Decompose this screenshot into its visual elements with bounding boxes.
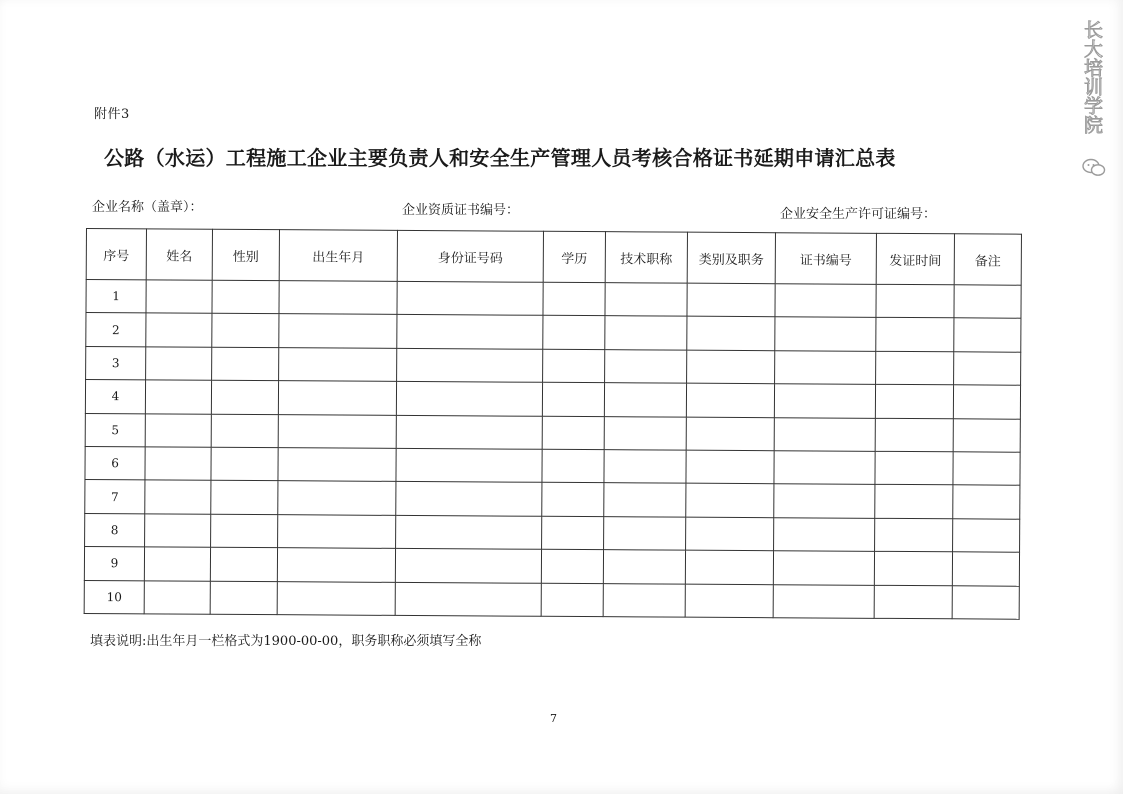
cell-birth-date[interactable] [278, 414, 396, 448]
summary-table [84, 228, 1022, 620]
cell-technical-title[interactable] [604, 383, 686, 417]
cell-gender[interactable] [210, 547, 277, 581]
table-row [85, 513, 1020, 552]
cell-issue-date[interactable] [875, 384, 953, 418]
table-row [85, 446, 1020, 485]
row-number: 1 [86, 280, 146, 314]
row-number: 7 [85, 480, 145, 514]
cell-category-position[interactable] [687, 350, 775, 384]
header-technical-title: 技术职称 [605, 232, 687, 283]
table-header-row [86, 229, 1021, 286]
page-number: 7 [550, 712, 557, 725]
cell-issue-date[interactable] [876, 318, 954, 352]
cell-gender[interactable] [211, 514, 278, 548]
cell-education[interactable] [541, 583, 603, 617]
cell-name[interactable] [146, 313, 212, 347]
cell-remarks[interactable] [953, 418, 1020, 452]
cell-category-position[interactable] [686, 484, 774, 518]
cell-category-position[interactable] [686, 417, 774, 451]
header-category-position: 类别及职务 [687, 232, 775, 284]
header-birth-date: 出生年月 [279, 230, 397, 282]
table-row [85, 380, 1020, 419]
header-remarks: 备注 [954, 234, 1021, 285]
row-number: 10 [84, 580, 144, 614]
fill-instructions: 填表说明:出生年月一栏格式为1900-00-00，职务职称必须填写全称 [90, 634, 482, 649]
cell-id-number[interactable] [396, 515, 542, 549]
cell-certificate-no[interactable] [774, 484, 875, 518]
safety-license-field: 企业安全生产许可证编号： [780, 207, 937, 222]
form-title: 公路（水运）工程施工企业主要负责人和安全生产管理人员考核合格证书延期申请汇总表 [104, 146, 896, 170]
cell-certificate-no[interactable] [773, 551, 874, 585]
cell-remarks[interactable] [954, 318, 1021, 352]
cell-gender[interactable] [211, 447, 278, 481]
cell-id-number[interactable] [396, 448, 542, 482]
cell-education[interactable] [542, 483, 604, 517]
cell-id-number[interactable] [397, 348, 543, 382]
table-row [86, 280, 1021, 319]
row-number: 9 [84, 547, 144, 581]
cell-issue-date[interactable] [874, 585, 952, 619]
cell-name[interactable] [146, 347, 212, 381]
cell-birth-date[interactable] [279, 281, 397, 315]
cell-technical-title[interactable] [605, 283, 687, 317]
cell-id-number[interactable] [395, 549, 541, 583]
cell-issue-date[interactable] [875, 451, 953, 485]
cell-technical-title[interactable] [604, 483, 686, 517]
cell-category-position[interactable] [687, 317, 775, 351]
header-certificate-no: 证书编号 [775, 233, 876, 285]
cell-id-number[interactable] [396, 382, 542, 416]
cell-birth-date[interactable] [277, 548, 395, 582]
cell-education[interactable] [542, 416, 604, 450]
cell-id-number[interactable] [396, 415, 542, 449]
header-id-number: 身份证号码 [397, 230, 543, 282]
header-education: 学历 [543, 231, 605, 282]
cell-certificate-no[interactable] [775, 317, 876, 351]
header-issue-date: 发证时间 [876, 233, 954, 284]
header-gender: 性别 [212, 229, 279, 280]
cell-issue-date[interactable] [875, 518, 953, 552]
attachment-label: 附件3 [94, 107, 130, 122]
watermark-text: 长大培训学院 [1081, 20, 1103, 134]
table-body [84, 280, 1021, 620]
cell-gender[interactable] [212, 314, 279, 348]
cell-name[interactable] [145, 480, 211, 514]
cell-remarks[interactable] [953, 385, 1020, 419]
cell-id-number[interactable] [397, 315, 543, 349]
summary-table-wrapper [84, 228, 1021, 620]
cell-birth-date[interactable] [279, 314, 397, 348]
cell-name[interactable] [146, 280, 212, 314]
cell-issue-date[interactable] [876, 284, 954, 318]
cell-birth-date[interactable] [279, 347, 397, 381]
cell-name[interactable] [145, 413, 211, 447]
cell-id-number[interactable] [397, 281, 543, 315]
cell-category-position[interactable] [687, 283, 775, 317]
cell-remarks[interactable] [952, 585, 1019, 619]
table-row [86, 346, 1021, 385]
cell-name[interactable] [145, 514, 211, 548]
cell-certificate-no[interactable] [773, 584, 874, 618]
cell-certificate-no[interactable] [774, 451, 875, 485]
cell-issue-date[interactable] [876, 351, 954, 385]
cell-name[interactable] [144, 580, 210, 614]
cell-issue-date[interactable] [875, 485, 953, 519]
cell-gender[interactable] [211, 481, 278, 515]
row-number: 5 [85, 413, 145, 447]
row-number: 8 [85, 513, 145, 547]
cell-education[interactable] [543, 349, 605, 383]
cell-category-position[interactable] [685, 584, 773, 618]
cell-birth-date[interactable] [278, 481, 396, 515]
row-number: 4 [85, 380, 145, 414]
header-seq: 序号 [86, 229, 146, 280]
cell-education[interactable] [542, 382, 604, 416]
cell-technical-title[interactable] [604, 416, 686, 450]
cell-education[interactable] [542, 449, 604, 483]
cell-category-position[interactable] [686, 450, 774, 484]
cell-name[interactable] [145, 447, 211, 481]
cell-technical-title[interactable] [604, 450, 686, 484]
company-name-field: 企业名称（盖章）： [92, 200, 203, 215]
cell-name[interactable] [144, 547, 210, 581]
watermark [1078, 20, 1112, 180]
cell-birth-date[interactable] [278, 448, 396, 482]
cell-category-position[interactable] [685, 550, 773, 584]
cell-category-position[interactable] [686, 517, 774, 551]
table-row [85, 413, 1020, 452]
wechat-icon [1082, 158, 1106, 182]
cell-remarks[interactable] [952, 552, 1019, 586]
row-number: 6 [85, 446, 145, 480]
cell-gender[interactable] [211, 380, 278, 414]
cell-birth-date[interactable] [278, 514, 396, 548]
cell-technical-title[interactable] [605, 349, 687, 383]
cell-certificate-no[interactable] [774, 517, 875, 551]
cell-certificate-no[interactable] [775, 284, 876, 318]
cell-certificate-no[interactable] [774, 417, 875, 451]
cell-remarks[interactable] [954, 285, 1021, 319]
cell-name[interactable] [145, 380, 211, 414]
cell-issue-date[interactable] [875, 418, 953, 452]
cell-id-number[interactable] [396, 482, 542, 516]
table-row [86, 313, 1021, 352]
cell-education[interactable] [543, 282, 605, 316]
header-name: 姓名 [146, 229, 212, 280]
cell-birth-date[interactable] [278, 381, 396, 415]
cell-gender[interactable] [212, 347, 279, 381]
cell-remarks[interactable] [954, 352, 1021, 386]
cell-issue-date[interactable] [874, 551, 952, 585]
cell-education[interactable] [543, 316, 605, 350]
row-number: 2 [86, 313, 146, 347]
cell-gender[interactable] [212, 280, 279, 314]
cell-technical-title[interactable] [603, 550, 685, 584]
cell-remarks[interactable] [953, 519, 1020, 553]
cell-technical-title[interactable] [603, 583, 685, 617]
cell-certificate-no[interactable] [774, 384, 875, 418]
qualification-cert-field: 企业资质证书编号： [402, 203, 520, 218]
table-row [85, 480, 1020, 519]
row-number: 3 [86, 346, 146, 380]
cell-technical-title[interactable] [605, 316, 687, 350]
cell-gender[interactable] [211, 414, 278, 448]
cell-gender[interactable] [210, 581, 277, 615]
cell-remarks[interactable] [953, 452, 1020, 486]
cell-remarks[interactable] [953, 485, 1020, 519]
cell-technical-title[interactable] [604, 516, 686, 550]
cell-certificate-no[interactable] [775, 350, 876, 384]
cell-education[interactable] [542, 516, 604, 550]
table-row [84, 580, 1019, 619]
cell-education[interactable] [541, 549, 603, 583]
table-row [84, 547, 1019, 586]
cell-birth-date[interactable] [277, 581, 395, 615]
cell-id-number[interactable] [395, 582, 541, 616]
cell-category-position[interactable] [686, 383, 774, 417]
